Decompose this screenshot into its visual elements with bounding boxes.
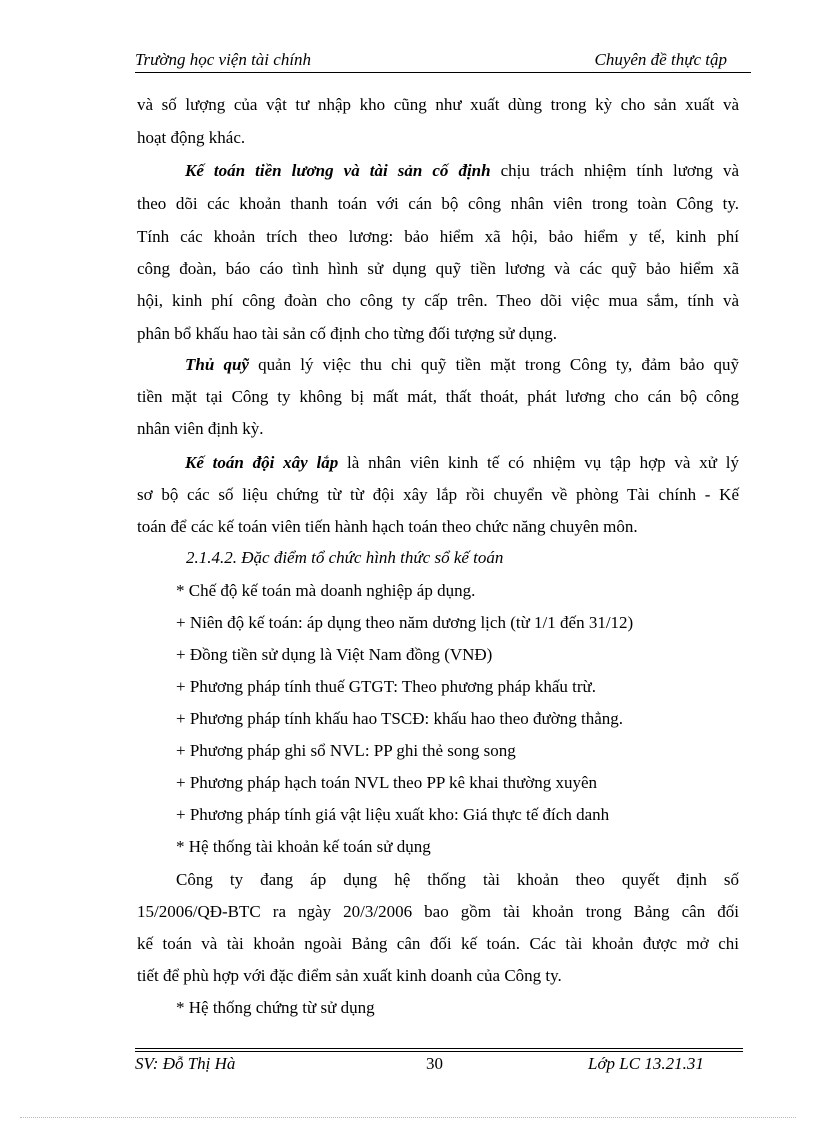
footer-student: SV: Đỗ Thị Hà bbox=[135, 1054, 236, 1073]
term-construction-accountant: Kế toán đội xây lắp bbox=[185, 453, 339, 472]
accounts-heading: * Hệ thống tài khoản kế toán sử dụng bbox=[176, 837, 431, 856]
text-line: hội, kinh phí công đoàn cho công ty cấp trên. Theo dõi việc mua sắm, tính và bbox=[137, 291, 739, 310]
text-line: Thủ quỹ quản lý việc thu chi quỹ tiền mặt trong Công ty, đảm bảo quỹ bbox=[185, 355, 740, 374]
term-cashier: Thủ quỹ bbox=[185, 355, 249, 374]
header-rule bbox=[135, 72, 741, 73]
page-edge-divider bbox=[20, 1117, 796, 1118]
documents-heading: * Hệ thống chứng từ sử dụng bbox=[176, 998, 375, 1017]
header-school: Trường học viện tài chính bbox=[135, 50, 312, 69]
text-line: công đoàn, báo cáo tình hình sử dụng quỹ tiền lương và các quỹ bảo hiểm xã bbox=[137, 259, 739, 278]
text-line: theo dõi các khoản thanh toán với cán bộ công nhân viên trong toàn Công ty. bbox=[137, 194, 739, 213]
text-line: và số lượng của vật tư nhập kho cũng như xuất dùng trong kỳ cho sản xuất và bbox=[137, 95, 739, 114]
text-line: tiết để phù hợp với đặc điểm sản xuất kinh doanh của Công ty. bbox=[137, 966, 562, 985]
text-line: 15/2006/QĐ-BTC ra ngày 20/3/2006 bao gồm tài khoản trong Bảng cân đối bbox=[137, 902, 739, 921]
term-salary-assets: Kế toán tiền lương và tài sản cố định bbox=[185, 161, 491, 180]
list-item: + Đồng tiền sử dụng là Việt Nam đồng (VNĐ) bbox=[176, 645, 493, 664]
text-line: Kế toán tiền lương và tài sản cố định chịu trách nhiệm tính lương và bbox=[185, 161, 740, 180]
list-item: + Phương pháp ghi sổ NVL: PP ghi thẻ song song bbox=[176, 741, 516, 760]
text-line: phân bổ khấu hao tài sản cố định cho từng đối tượng sử dụng. bbox=[137, 324, 558, 343]
footer-rule bbox=[135, 1051, 743, 1052]
list-item: + Phương pháp tính giá vật liệu xuất kho: Giá thực tế đích danh bbox=[176, 805, 610, 824]
page-header bbox=[135, 50, 741, 72]
text-line: Công ty đang áp dụng hệ thống tài khoản theo quyết định số bbox=[176, 870, 739, 889]
section-heading: 2.1.4.2. Đặc điểm tổ chức hình thức sổ kế toán bbox=[186, 548, 504, 567]
list-item: + Phương pháp tính thuế GTGT: Theo phương pháp khấu trừ. bbox=[176, 677, 596, 696]
text-line: hoạt động khác. bbox=[137, 128, 246, 147]
page-number: 30 bbox=[426, 1054, 443, 1073]
text-line: nhân viên định kỳ. bbox=[137, 419, 264, 438]
list-item: + Niên độ kế toán: áp dụng theo năm dương lịch (từ 1/1 đến 31/12) bbox=[176, 613, 634, 632]
text-line: toán để các kế toán viên tiến hành hạch toán theo chức năng chuyên môn. bbox=[137, 517, 638, 536]
footer-rule bbox=[135, 1048, 743, 1049]
text-line: tiền mặt tại Công ty không bị mất mát, thất thoát, phát lương cho cán bộ công bbox=[137, 387, 739, 406]
header-rule-tail bbox=[741, 72, 751, 73]
footer-class: Lớp LC 13.21.31 bbox=[588, 1054, 704, 1073]
header-title: Chuyên đề thực tập bbox=[594, 50, 727, 69]
regime-heading: * Chế độ kế toán mà doanh nghiệp áp dụng. bbox=[176, 581, 476, 600]
text-line: Kế toán đội xây lắp là nhân viên kinh tế có nhiệm vụ tập hợp và xử lý bbox=[185, 453, 739, 472]
text-line: Tính các khoản trích theo lương: bảo hiểm xã hội, bảo hiểm y tế, kinh phí bbox=[137, 227, 739, 246]
text-line: sơ bộ các số liệu chứng từ từ đội xây lắp rồi chuyển về phòng Tài chính - Kế bbox=[137, 485, 739, 504]
list-item: + Phương pháp hạch toán NVL theo PP kê khai thường xuyên bbox=[176, 773, 598, 792]
text-line: kế toán và tài khoản ngoài Bảng cân đối kế toán. Các tài khoản được mở chi bbox=[137, 934, 739, 953]
list-item: + Phương pháp tính khấu hao TSCĐ: khấu hao theo đường thẳng. bbox=[176, 709, 624, 728]
